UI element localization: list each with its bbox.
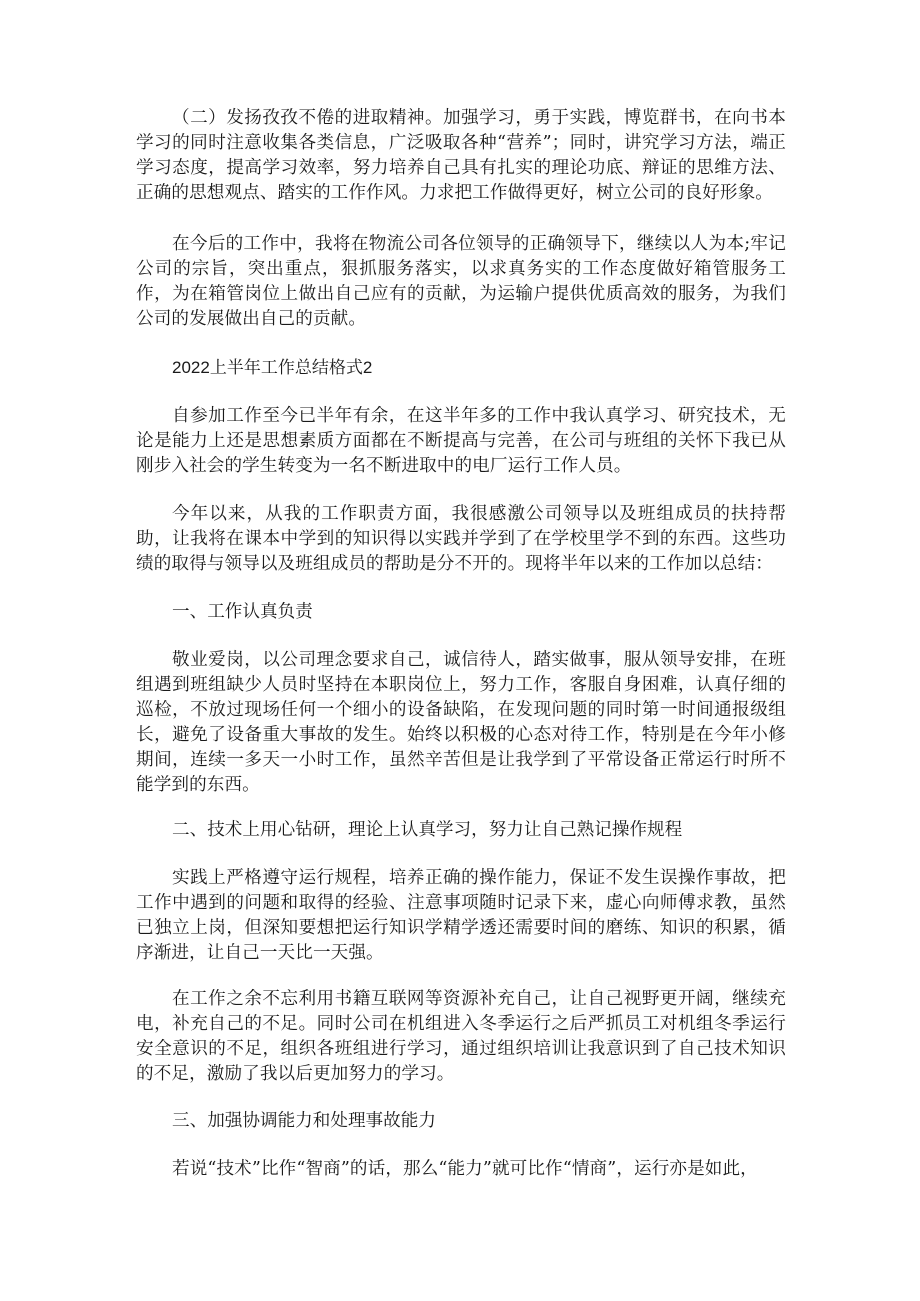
paragraph-3: 自参加工作至今已半年有余，在这半年多的工作中我认真学习、研究技术，无论是能力上还是思想素质方面都在不断提高与完善，在公司与班组的关怀下我已从刚步入社会的学生转变为一名不断进取中的电厂运行工作人员。 [136, 406, 786, 476]
paragraph-1: （二）发扬孜孜不倦的进取精神。加强学习，勇于实践，博览群书，在向书本学习的同时注意收集各类信息，广泛吸取各种“营养”；同时，讲究学习方法，端正学习态度，提高学习效率，努力培养自己具有扎实的理论功底、辩证的思维方法、正确的思想观点、踏实的工作作风。力求把工作做得更好，树立公司的良好形象。 [136, 108, 786, 203]
paragraph-8: 若说“技术”比作“智商”的话，那么“能力”就可比作“情商”，运行亦是如此， [172, 1159, 758, 1179]
paragraph-5: 敬业爱岗，以公司理念要求自己，诚信待人，踏实做事，服从领导安排，在班组遇到班组缺少人员时坚持在本职岗位上，努力工作，客服自身困难，认真仔细的巡检，不放过现场任何一个细小的设备缺陷，在发现问题的同时第一时间通报级组长，避免了设备重大事故的发生。始终以积极的心态对待工作，特别是在今年小修期间，连续一多天一小时工作，虽然辛苦但是让我学到了平常设备正常运行时所不能学到的东西。 [136, 650, 786, 795]
section-title: 2022上半年工作总结格式2 [172, 358, 373, 377]
paragraph-4: 今年以来，从我的工作职责方面，我很感激公司领导以及班组成员的扶持帮助，让我将在课本中学到的知识得以实践并学到了在学校里学不到的东西。这些功绩的取得与领导以及班组成员的帮助是分不开的。现将半年以来的工作加以总结： [136, 504, 786, 574]
paragraph-7: 在工作之余不忘利用书籍互联网等资源补充自己，让自己视野更开阔，继续充电，补充自己的不足。同时公司在机组进入冬季运行之后严抓员工对机组冬季运行安全意识的不足，组织各班组进行学习，通过组织培训让我意识到了自己技术知识的不足，激励了我以后更加努力的学习。 [136, 989, 786, 1084]
heading-2: 二、技术上用心钻研，理论上认真学习，努力让自己熟记操作规程 [172, 820, 683, 840]
paragraph-2: 在今后的工作中，我将在物流公司各位领导的正确领导下，继续以人为本;牢记公司的宗旨，突出重点，狠抓服务落实，以求真务实的工作态度做好箱管服务工作，为在箱管岗位上做出自己应有的贡献，为运输户提供优质高效的服务，为我们公司的发展做出自己的贡献。 [136, 234, 786, 329]
paragraph-6: 实践上严格遵守运行规程，培养正确的操作能力，保证不发生误操作事故，把工作中遇到的问题和取得的经验、注意事项随时记录下来，虚心向师傅求教，虽然已独立上岗，但深知要想把运行知识学精学透还需要时间的磨练、知识的积累，循序渐进，让自己一天比一天强。 [136, 868, 786, 963]
heading-3: 三、加强协调能力和处理事故能力 [172, 1111, 436, 1131]
heading-1: 一、工作认真负责 [172, 602, 313, 622]
